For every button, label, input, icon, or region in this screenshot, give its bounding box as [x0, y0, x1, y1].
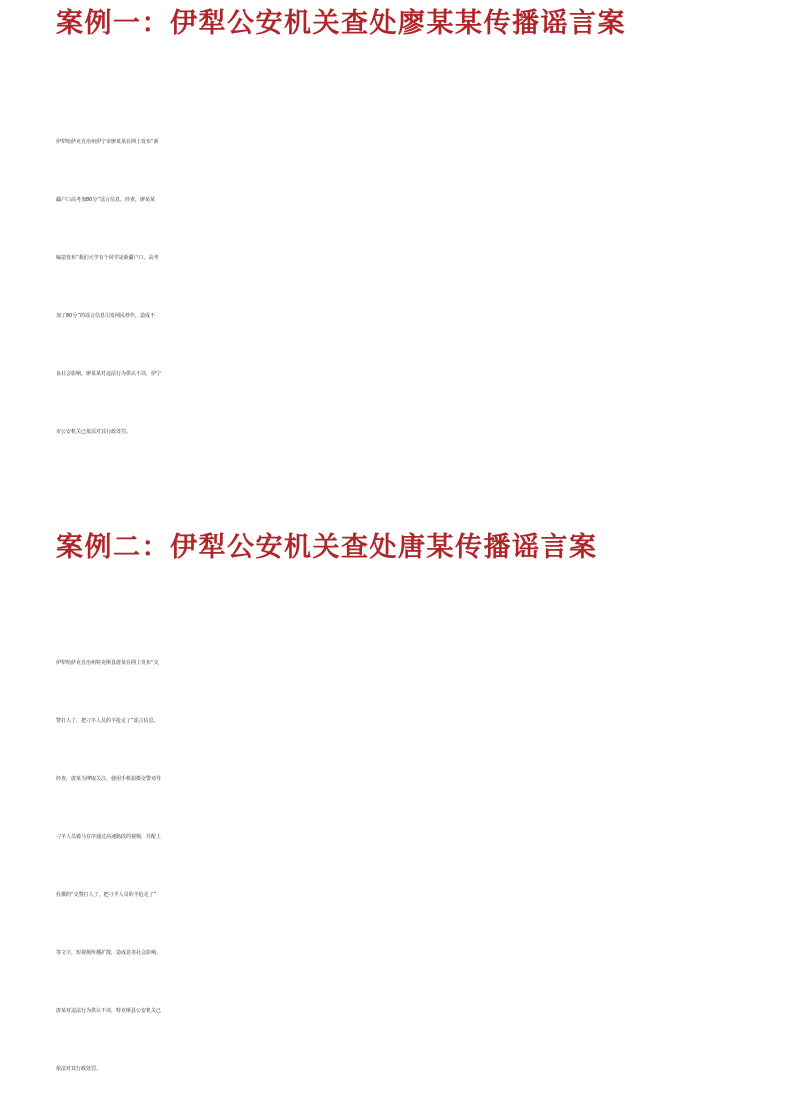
case1-line-4: 加了80分”的谣言信息引发网民炒作，造成不 [56, 313, 155, 319]
case1-body [56, 113, 748, 461]
case2-body [56, 634, 748, 1098]
case2-line-8: 依法对其行政处罚。 [56, 1066, 102, 1072]
case2-line-2: 警打人了，把刁羊人员的羊抢走了”谣言信息。 [56, 718, 159, 724]
case2-line-1: 伊犁哈萨克自治州特克斯县唐某在网上发布“交 [56, 660, 159, 666]
case2-line-3: 经查，唐某为博取关注，使用手机拍摄交警劝导 [56, 776, 162, 782]
case2-line-6: 等文字，短视频传播扩散，造成恶劣社会影响。 [56, 950, 162, 956]
case1-line-1: 伊犁哈萨克自治州伊宁市廖某某在网上发布“新 [56, 139, 159, 145]
case2-line-4: 刁羊人员骑马有序通过高速路段的视频，并配上 [56, 834, 162, 840]
case1-line-6: 市公安机关已依法对其行政处罚。 [56, 429, 132, 435]
case1-line-3: 编造发布“我们大学有个同学是新疆户口，高考 [56, 255, 159, 261]
case2-line-5: 杜撰的“交警打人了，把刁羊人员的羊抢走了” [56, 892, 157, 898]
case1-line-2: 疆户口高考加80分”谣言信息。经查，廖某某 [56, 197, 155, 203]
case2-title: 案例二：伊犁公安机关查处唐某传播谣言案 [56, 532, 598, 563]
case2-line-7: 唐某对违法行为供认不讳，特克斯县公安机关已 [56, 1008, 162, 1014]
case1-line-5: 良社会影响。廖某某对违法行为供认不讳，伊宁 [56, 371, 162, 377]
case1-title: 案例一：伊犁公安机关查处廖某某传播谣言案 [56, 8, 626, 39]
